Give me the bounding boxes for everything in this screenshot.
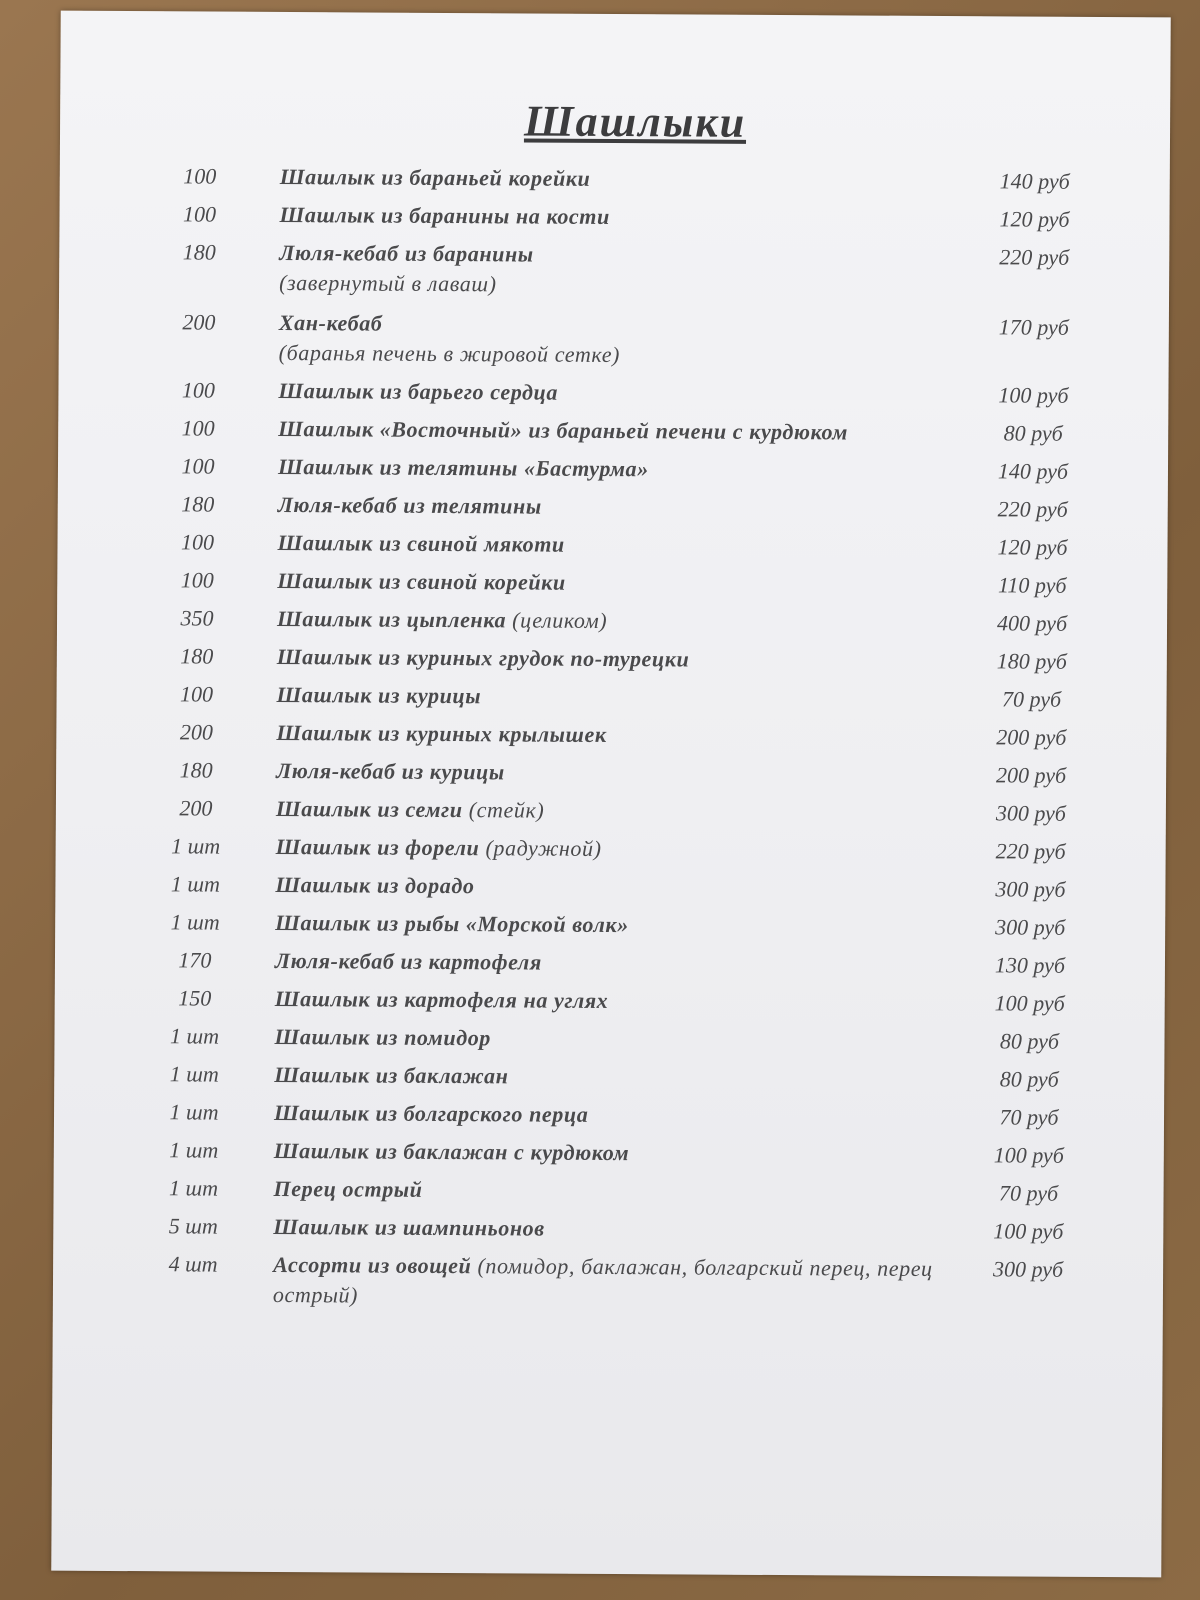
item-price: 400 руб xyxy=(996,610,1068,636)
item-quantity: 200 xyxy=(179,795,213,821)
item-name: Шашлык из телятины «Бастурма» xyxy=(277,453,649,482)
item-note: (радужной) xyxy=(485,835,602,861)
item-quantity: 200 xyxy=(182,309,216,335)
item-name: Люля-кебаб из курицы xyxy=(276,757,505,785)
item-price: 120 руб xyxy=(997,534,1068,560)
menu-sheet xyxy=(51,11,1171,1578)
item-description: (завернутый в лаваш) xyxy=(279,269,497,297)
item-quantity: 1 шт xyxy=(169,1099,219,1125)
item-price: 130 руб xyxy=(994,952,1066,978)
item-name: Шашлык из рыбы «Морской волк» xyxy=(275,909,629,938)
item-quantity: 180 xyxy=(180,643,214,669)
item-price: 70 руб xyxy=(1001,686,1062,712)
menu-item-row xyxy=(118,413,1108,449)
menu-item-row xyxy=(113,1173,1103,1209)
item-price: 200 руб xyxy=(996,762,1067,788)
item-name: Люля-кебаб из картофеля xyxy=(274,947,542,975)
item-name: Шашлык из курицы xyxy=(276,681,482,709)
menu-item-row xyxy=(113,1211,1103,1247)
item-price: 300 руб xyxy=(995,800,1066,826)
item-quantity: 1 шт xyxy=(169,1175,219,1201)
item-name: Шашлык из форели xyxy=(275,833,480,861)
item-quantity: 1 шт xyxy=(170,871,221,897)
item-price: 220 руб xyxy=(995,838,1066,864)
item-name-block xyxy=(274,1060,954,1094)
item-note: (помидор, баклажан, болгарский перец, перец острый) xyxy=(272,1253,933,1308)
item-price: 120 руб xyxy=(999,206,1070,232)
item-name-block xyxy=(273,1250,953,1314)
item-name: Шашлык из баклажан xyxy=(274,1061,509,1089)
menu-item-row xyxy=(119,307,1109,373)
item-name: Люля-кебаб из баранины xyxy=(279,239,534,267)
item-price: 140 руб xyxy=(997,458,1069,484)
item-name-block xyxy=(275,984,955,1018)
item-name-block xyxy=(275,870,955,904)
item-name-block xyxy=(275,946,955,980)
menu-item-row xyxy=(117,603,1107,639)
menu-item-row xyxy=(113,1249,1103,1315)
item-name-block xyxy=(277,680,957,714)
item-price: 110 руб xyxy=(998,572,1067,598)
item-name-block xyxy=(278,376,958,410)
menu-item-row xyxy=(114,1097,1104,1133)
item-price: 100 руб xyxy=(993,1142,1064,1168)
menu-item-row xyxy=(119,237,1109,303)
item-quantity: 200 xyxy=(179,719,213,745)
item-quantity: 180 xyxy=(182,239,216,265)
menu-item-row xyxy=(115,907,1105,943)
item-name-block xyxy=(277,604,957,638)
menu-item-row xyxy=(115,945,1105,981)
item-name-block xyxy=(280,162,960,196)
menu-item-row xyxy=(115,983,1105,1019)
item-price: 220 руб xyxy=(997,496,1068,522)
item-quantity: 100 xyxy=(181,415,215,441)
item-price: 80 руб xyxy=(999,1028,1060,1054)
item-name: Шашлык из семги xyxy=(275,795,463,823)
item-name-block xyxy=(276,718,956,752)
item-quantity: 1 шт xyxy=(169,1023,220,1049)
item-name-block xyxy=(276,794,956,828)
item-name-block xyxy=(274,1098,954,1132)
menu-item-row xyxy=(114,1021,1104,1057)
item-name: Шашлык из шампиньонов xyxy=(273,1213,545,1241)
item-name: Шашлык из свиной корейки xyxy=(277,567,566,595)
item-quantity: 100 xyxy=(180,567,214,593)
item-quantity: 100 xyxy=(180,681,214,707)
item-name: Шашлык из баклажан с курдюком xyxy=(273,1137,630,1166)
item-price: 70 руб xyxy=(998,1180,1059,1206)
menu-item-row xyxy=(116,755,1106,791)
item-name-block xyxy=(274,1136,954,1170)
item-quantity: 100 xyxy=(183,163,217,189)
item-name: Шашлык из картофеля на углях xyxy=(274,985,609,1013)
menu-list xyxy=(113,161,1110,1323)
item-quantity: 150 xyxy=(178,985,212,1011)
item-name-block xyxy=(276,832,956,866)
item-quantity: 4 шт xyxy=(168,1251,218,1277)
item-name: Шашлык из барьего сердца xyxy=(278,377,559,405)
item-name-block xyxy=(273,1174,953,1208)
menu-item-row xyxy=(117,527,1107,563)
menu-item-row xyxy=(119,199,1109,235)
item-price: 300 руб xyxy=(995,914,1066,940)
item-name: Шашлык из баранины на кости xyxy=(279,201,610,229)
item-note: (целиком) xyxy=(512,607,608,633)
item-price: 180 руб xyxy=(996,648,1067,674)
item-price: 80 руб xyxy=(999,1066,1059,1092)
item-name-block xyxy=(277,642,957,676)
item-name: Шашлык из болгарского перца xyxy=(273,1099,589,1127)
item-quantity: 1 шт xyxy=(169,1137,219,1163)
item-note: (стейк) xyxy=(468,797,545,823)
menu-item-row xyxy=(117,565,1107,601)
item-quantity: 5 шт xyxy=(168,1213,218,1239)
menu-item-row xyxy=(118,375,1108,411)
item-name: Хан-кебаб xyxy=(278,309,383,336)
item-price: 220 руб xyxy=(999,244,1070,270)
item-name-block xyxy=(279,238,959,302)
item-description: (баранья печень в жировой сетке) xyxy=(278,339,621,368)
item-price: 200 руб xyxy=(996,724,1067,750)
item-name: Люля-кебаб из телятины xyxy=(277,491,542,519)
menu-item-row xyxy=(116,717,1106,753)
menu-title: Шашлыки xyxy=(523,96,747,147)
item-price: 300 руб xyxy=(995,876,1066,902)
item-name: Шашлык из помидор xyxy=(274,1023,492,1051)
item-name: Шашлык из цыпленка xyxy=(276,605,507,633)
item-price: 100 руб xyxy=(998,382,1069,408)
item-name: Шашлык из куриных грудок по-турецки xyxy=(276,643,690,672)
item-name: Перец острый xyxy=(273,1175,423,1202)
item-quantity: 350 xyxy=(180,605,214,631)
menu-item-row xyxy=(118,451,1108,487)
menu-item-row xyxy=(116,793,1106,829)
item-price: 100 руб xyxy=(994,990,1065,1016)
item-name: Шашлык из бараньей корейки xyxy=(279,163,591,191)
item-quantity: 100 xyxy=(182,201,217,227)
item-quantity: 180 xyxy=(181,491,215,517)
item-name-block xyxy=(277,528,957,562)
item-name-block xyxy=(275,908,955,942)
item-price: 70 руб xyxy=(999,1104,1059,1130)
item-quantity: 100 xyxy=(180,529,215,555)
item-name: Шашлык из свиной мякоти xyxy=(277,529,565,557)
item-name-block xyxy=(279,200,959,234)
item-name-block xyxy=(278,414,958,448)
menu-item-row xyxy=(116,831,1106,867)
item-name: Шашлык из куриных крылышек xyxy=(276,719,607,747)
item-name: Ассорти из овощей xyxy=(273,1251,472,1279)
item-name-block xyxy=(273,1212,953,1246)
item-price: 170 руб xyxy=(998,314,1069,340)
item-price: 140 руб xyxy=(999,168,1070,194)
menu-item-row xyxy=(118,489,1108,525)
menu-item-row xyxy=(114,1135,1104,1171)
item-quantity: 100 xyxy=(181,377,216,403)
item-price: 100 руб xyxy=(993,1218,1064,1244)
menu-item-row xyxy=(117,641,1107,677)
item-name: Шашлык из дорадо xyxy=(275,871,475,899)
item-price: 80 руб xyxy=(1003,420,1063,446)
item-quantity: 170 xyxy=(178,947,212,973)
item-name-block xyxy=(276,756,956,790)
menu-item-row xyxy=(120,161,1110,197)
item-price: 300 руб xyxy=(992,1256,1064,1282)
item-name-block xyxy=(278,452,958,486)
item-name-block xyxy=(277,566,957,600)
item-name-block xyxy=(279,308,959,372)
item-name-block xyxy=(278,490,958,524)
item-name-block xyxy=(274,1022,954,1056)
menu-item-row xyxy=(117,679,1107,715)
item-quantity: 1 шт xyxy=(171,833,221,859)
menu-item-row xyxy=(114,1059,1104,1095)
menu-item-row xyxy=(115,869,1105,905)
item-quantity: 180 xyxy=(179,757,213,783)
item-quantity: 100 xyxy=(181,453,215,479)
item-quantity: 1 шт xyxy=(170,909,220,935)
item-name: Шашлык «Восточный» из бараньей печени с курдюком xyxy=(278,415,849,445)
item-quantity: 1 шт xyxy=(169,1061,219,1087)
